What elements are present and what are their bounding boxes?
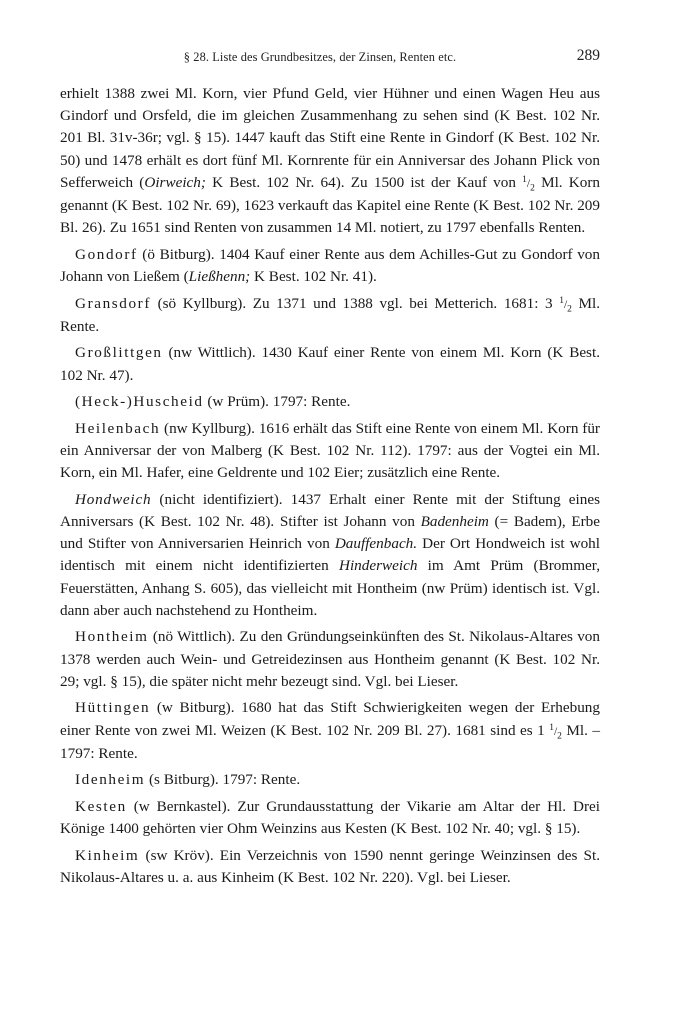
place-name: Großlittgen: [75, 344, 163, 362]
fraction-half: $^1/_2$: [522, 174, 535, 194]
entry-text: Ml. – 1797: Rente.: [60, 721, 600, 762]
entry-huscheid: [60, 391, 600, 413]
entry-text: (s Bitburg). 1797: Rente.: [145, 771, 301, 789]
entry-gindorf-continued: [60, 83, 600, 239]
entry-text: (= Badem), Erbe und Stifter von Anniversarien Heinrich von: [60, 513, 601, 553]
place-name: Kinheim: [75, 846, 140, 864]
entry-text: (w Bitburg). 1680 hat das Stift Schwierigkeiten wegen der Erhebung einer Rente von zwei Ml. Weizen (K Best. 102 Nr. 209 Bl. 27). 1681 sind es 1: [60, 699, 600, 739]
place-name: Gondorf: [75, 245, 138, 263]
entry-text: Ml. Rente.: [60, 294, 600, 335]
entry-italic: Badenheim: [420, 513, 489, 530]
entry-kinheim: [60, 845, 600, 889]
entry-text: K Best. 102 Nr. 64). Zu 1500 ist der Kauf von: [205, 173, 523, 191]
entry-text: (sw Kröv). Ein Verzeichnis von 1590 nennt geringe Weinzinsen des St. Nikolaus-Altares u. a. aus Kinheim (K Best. 102 Nr. 220). Vgl. bei Lieser.: [60, 846, 600, 886]
entry-text: (nw Wittlich). 1430 Kauf einer Rente von einem Ml. Korn (K Best. 102 Nr. 47).: [60, 344, 600, 384]
entry-hontheim: [60, 626, 600, 693]
place-name: Idenheim: [75, 771, 146, 789]
place-name: Kesten: [75, 798, 127, 815]
entry-hondweich: [60, 489, 600, 622]
place-name: Hontheim: [75, 628, 149, 646]
entry-italic: Hinderweich: [338, 557, 418, 575]
entry-text: K Best. 102 Nr. 41).: [250, 268, 377, 286]
entry-text: (nö Wittlich). Zu den Gründungseinkünften des St. Nikolaus-Altares von 1378 werden auch Wein- und Getreidezinsen aus Hontheim genannt (K Best. 102 Nr. 29; vgl. § 15), die später nicht mehr bezeugt sind. Vgl. bei Lieser.: [60, 628, 600, 690]
running-title: § 28. Liste des Grundbesitzes, der Zinsen, Renten etc.: [183, 50, 457, 64]
entry-text: Der Ort Hondweich ist wohl identisch mit einem nicht identifizierten: [60, 535, 600, 575]
entry-huettingen: [60, 697, 600, 765]
entry-heilenbach: [60, 418, 600, 485]
entry-grosslittgen: [60, 342, 600, 386]
main-text: [60, 83, 600, 894]
entry-text: (sö Kyllburg). Zu 1371 und 1388 vgl. bei Metterich. 1681: 3: [150, 294, 560, 312]
entry-text: Ml. Korn genannt (K Best. 102 Nr. 69), 1623 verkauft das Kapitel eine Rente (K Best. 102 Nr. 209 Bl. 26). Zu 1651 sind Renten von zusammen 14 Ml. notiert, zu 1797 ebenfalls Renten.: [60, 173, 601, 237]
entry-text: im Amt Prüm (Brommer, Feuerstätten, Anhang S. 605), das vielleicht mit Hontheim (nw Prüm) identisch ist. Vgl. dann aber auch nachstehend zu Hontheim.: [60, 557, 600, 619]
place-name: (Heck-)Huscheid: [75, 393, 204, 411]
entry-text: (nw Kyllburg). 1616 erhält das Stift eine Rente von einem Ml. Korn für ein Anniversar der von Malberg (K Best. 102 Nr. 112). 1797: aus der Vogtei ein Ml. Korn, ein Ml. Hafer, eine Geldrente und 102 Eier; zusätzlich eine Rente.: [60, 419, 600, 482]
place-name: Hondweich: [75, 490, 152, 508]
entry-idenheim: [60, 769, 600, 791]
fraction-half: $^1/_2$: [549, 722, 562, 741]
entry-text: erhielt 1388 zwei Ml. Korn, vier Pfund Geld, vier Hühner und einen Wagen Heu aus Gindorf und Orsfeld, die im gleichen Zusammenhang zu sehen sind (K Best. 102 Nr. 201 Bl. 31v-36r; vgl. § 15). 1447 kauft das Stift eine Rente in Gindorf (K Best. 102 Nr. 50) und 1478 erhält es dort fünf Ml. Kornrente für ein Anniversar des Johann Plick von Sefferweich (: [60, 85, 600, 191]
place-name: Hüttingen: [75, 699, 151, 717]
entry-gondorf: [60, 244, 600, 288]
page-number: 289: [576, 47, 600, 64]
entry-text: (w Bernkastel). Zur Grundausstattung der Vikarie am Altar der Hl. Drei Könige 1400 gehörten vier Ohm Weinzins aus Kesten (K Best. 102 Nr. 40; vgl. § 15).: [60, 798, 600, 838]
entry-kesten: [60, 796, 600, 840]
place-name: Heilenbach: [75, 419, 161, 437]
fraction-half: $^1/_2$: [559, 295, 572, 314]
entry-text: (w Prüm). 1797: Rente.: [203, 393, 351, 411]
entry-italic: Oirweich;: [144, 173, 206, 191]
place-name: Gransdorf: [75, 294, 151, 312]
entry-text: (ö Bitburg). 1404 Kauf einer Rente aus dem Achilles-Gut zu Gondorf von Johann von Ließem (: [60, 245, 600, 286]
entry-italic: Dauffenbach.: [334, 535, 418, 553]
entry-text: (nicht identifiziert). 1437 Erhalt einer Rente mit der Stiftung eines Anniversars (K Best. 102 Nr. 48). Stifter ist Johann von: [60, 490, 600, 530]
entry-gransdorf: [60, 293, 600, 338]
entry-italic: Ließhenn;: [188, 268, 251, 286]
